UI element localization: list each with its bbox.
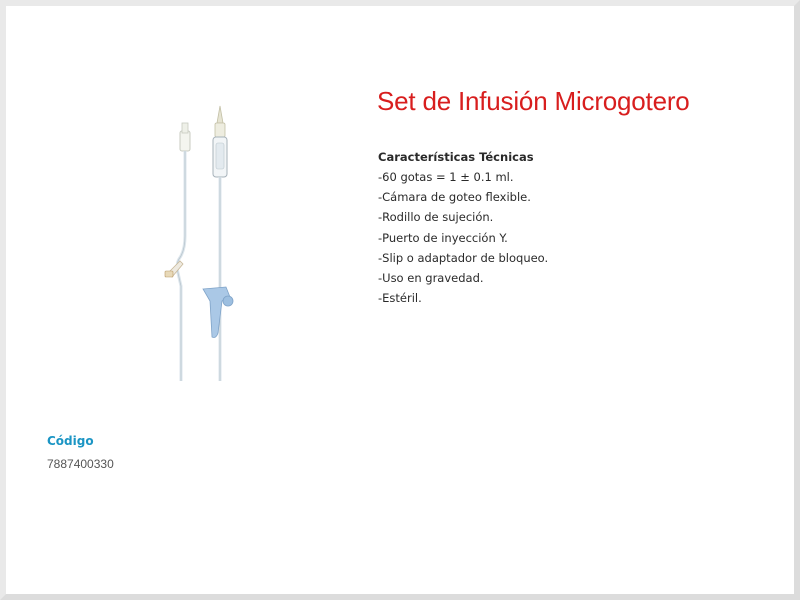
technical-specs [378,149,548,310]
spec-item-slip-adapter: -Slip o adaptador de bloqueo. [378,250,549,265]
specs-list [378,169,548,310]
roller-clamp [203,287,230,338]
specs-heading: Características Técnicas [378,150,534,164]
spec-item-roller-clamp: -Rodillo de sujeción. [378,210,494,225]
iv-infusion-set-image [156,101,256,386]
spec-item-drops: -60 gotas = 1 ± 0.1 ml. [378,170,514,184]
spike [217,106,223,123]
code-label: Código [47,434,94,448]
spec-item-sterile: -Estéril. [378,291,422,306]
spec-item-y-port: -Puerto de inyección Y. [378,230,508,245]
product-title: Set de Infusión Microgotero [377,86,690,116]
spec-item-drip-chamber: -Cámara de goteo flexible. [378,190,531,205]
left-connector [180,131,190,151]
spec-item-gravity: -Uso en gravedad. [378,270,484,285]
code-value: 7887400330 [47,457,114,471]
